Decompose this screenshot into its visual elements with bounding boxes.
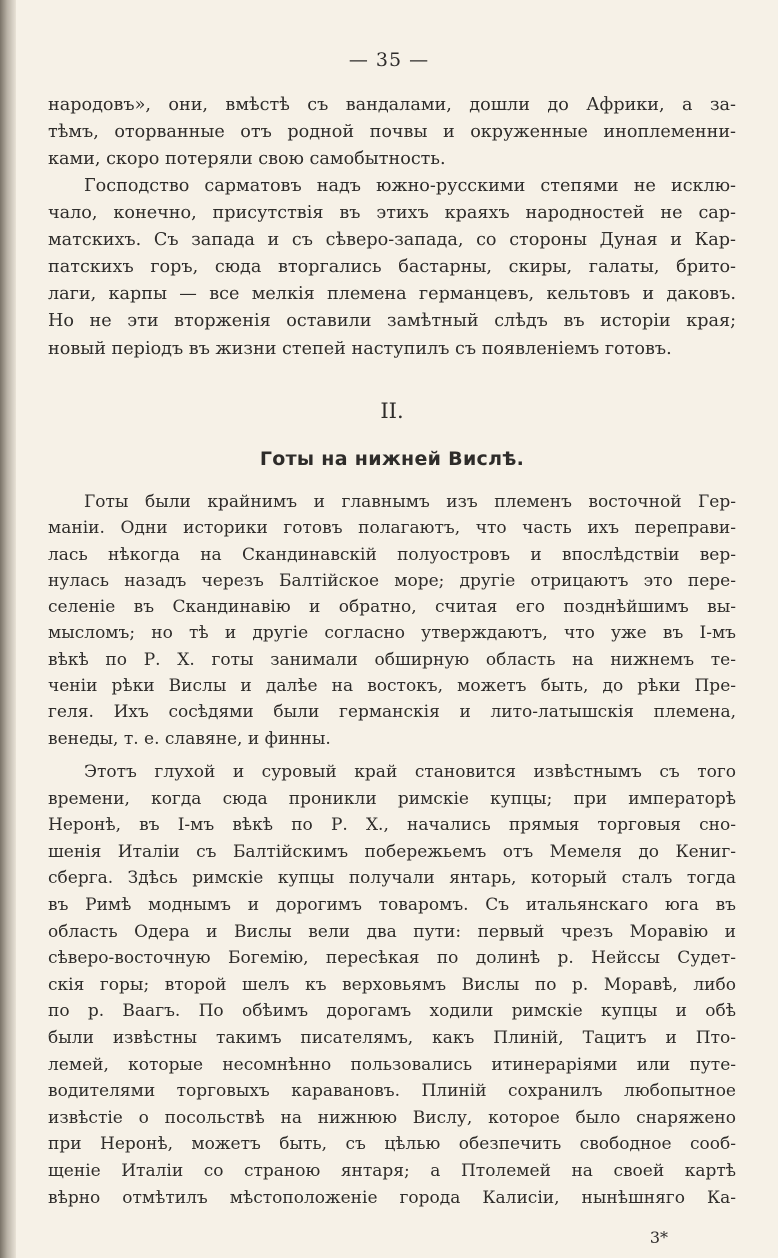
text-line: лась нѣкогда на Скандинавскій полуостровъ и впослѣдствіи вер- bbox=[48, 544, 736, 565]
text-line: были извѣстны такимъ писателямъ, какъ Плиній, Тацитъ и Пто- bbox=[48, 1027, 736, 1048]
text-line: Неронѣ, въ I-мъ вѣкѣ по Р. Х., начались прямыя торговыя сно- bbox=[48, 815, 736, 836]
text-line: лемей, которые несомнѣнно пользовались итинераріями или путе- bbox=[48, 1054, 736, 1075]
text-line: вѣрно отмѣтилъ мѣстоположеніе города Калисіи, нынѣшняго Ка- bbox=[48, 1187, 736, 1208]
text-line: шенія Италіи съ Балтійскимъ побережьемъ отъ Мемеля до Кениг- bbox=[48, 841, 736, 862]
text-line: лаги, карпы — все мелкія племена германцевъ, кельтовъ и даковъ. bbox=[48, 284, 736, 305]
section-title: Готы на нижней Вислѣ. bbox=[259, 448, 525, 470]
text-line: извѣстіе о посольствѣ на нижнюю Вислу, которое было снаряжено bbox=[48, 1107, 736, 1128]
text-line: щеніе Италіи со страною янтаря; а Птолемей на своей картѣ bbox=[48, 1160, 736, 1181]
text-line: вѣкѣ по Р. Х. готы занимали обширную область на нижнемъ те- bbox=[48, 649, 736, 670]
paragraph-3 bbox=[48, 489, 736, 752]
text-line: скія горы; второй шелъ къ верховьямъ Вислы по р. Моравѣ, либо bbox=[48, 974, 736, 995]
text-line: въ Римѣ моднымъ и дорогимъ товаромъ. Съ итальянскаго юга въ bbox=[48, 894, 736, 915]
text-line: маніи. Одни историки готовъ полагаютъ, что часть ихъ перепрaви- bbox=[48, 518, 736, 539]
section-number: II. bbox=[380, 399, 404, 423]
text-line: Этотъ глухой и суровый край становится извѣстнымъ съ того bbox=[84, 762, 736, 782]
text-line: Господство сарматовъ надъ южно-русскими степями не исклю- bbox=[84, 176, 736, 196]
text-line: ками, скоро потеряли свою самобытность. bbox=[48, 149, 446, 170]
text-line: матскихъ. Съ запада и съ сѣверо-запада, со стороны Дуная и Кар- bbox=[48, 230, 736, 251]
paragraph-1 bbox=[48, 92, 736, 173]
text-line: геля. Ихъ сосѣдями были германскія и лито-латышскія племена, bbox=[48, 702, 736, 723]
paragraph-2 bbox=[48, 173, 736, 363]
text-line: сберга. Здѣсь римскіе купцы получали янтарь, который сталъ тогда bbox=[48, 868, 736, 889]
text-line: времени, когда сюда проникли римскіе купцы; при императорѣ bbox=[48, 788, 736, 809]
page-binding-edge bbox=[0, 0, 16, 1258]
text-line: нулась назадъ черезъ Балтійское море; другіе отрицаютъ это пере- bbox=[48, 570, 736, 591]
text-line: патскихъ горъ, сюда вторгались бастарны, скиры, галаты, брито- bbox=[48, 257, 736, 278]
text-line: область Одера и Вислы вели два пути: первый чрезъ Моравію и bbox=[48, 921, 736, 942]
text-line: венеды, т. е. славяне, и финны. bbox=[48, 728, 331, 749]
text-line: ченіи рѣки Вислы и далѣе на востокъ, можетъ быть, до рѣки Пре- bbox=[48, 676, 736, 697]
text-line: чало, конечно, присутствія въ этихъ краяхъ народностей не сар- bbox=[48, 203, 736, 224]
text-line: новый періодъ въ жизни степей наступилъ съ появленіемъ готовъ. bbox=[48, 338, 672, 359]
page-number: — 35 — bbox=[348, 49, 430, 71]
signature-mark: 3* bbox=[649, 1228, 668, 1247]
text-line: сѣверо-восточную Богемію, пересѣкая по долинѣ р. Нейссы Судет- bbox=[48, 948, 736, 969]
text-line: Готы были крайнимъ и главнымъ изъ племенъ восточной Гер- bbox=[84, 492, 736, 512]
text-line: селеніе въ Скандинавію и обратно, считая его позднѣйшимъ вы- bbox=[48, 597, 736, 618]
text-line: по р. Ваагъ. По обѣимъ дорогамъ ходили римскіе купцы и обѣ bbox=[48, 1001, 736, 1022]
text-line: народовъ», они, вмѣстѣ съ вандалами, дошли до Африки, а за- bbox=[48, 95, 736, 115]
text-line: мысломъ; но тѣ и другіе согласно утверждаютъ, что уже въ I-мъ bbox=[48, 623, 736, 644]
text-line: при Неронѣ, можетъ быть, съ цѣлью обезпечить свободное сооб- bbox=[48, 1134, 736, 1155]
text-line: Но не эти вторженія оставили замѣтный слѣдъ въ исторіи края; bbox=[48, 311, 736, 332]
paragraph-4 bbox=[48, 759, 736, 1211]
text-line: водителями торговыхъ каравановъ. Плиній сохранилъ любопытное bbox=[48, 1081, 736, 1102]
text-line: тѣмъ, оторванные отъ родной почвы и окруженные иноплеменни- bbox=[48, 122, 736, 143]
